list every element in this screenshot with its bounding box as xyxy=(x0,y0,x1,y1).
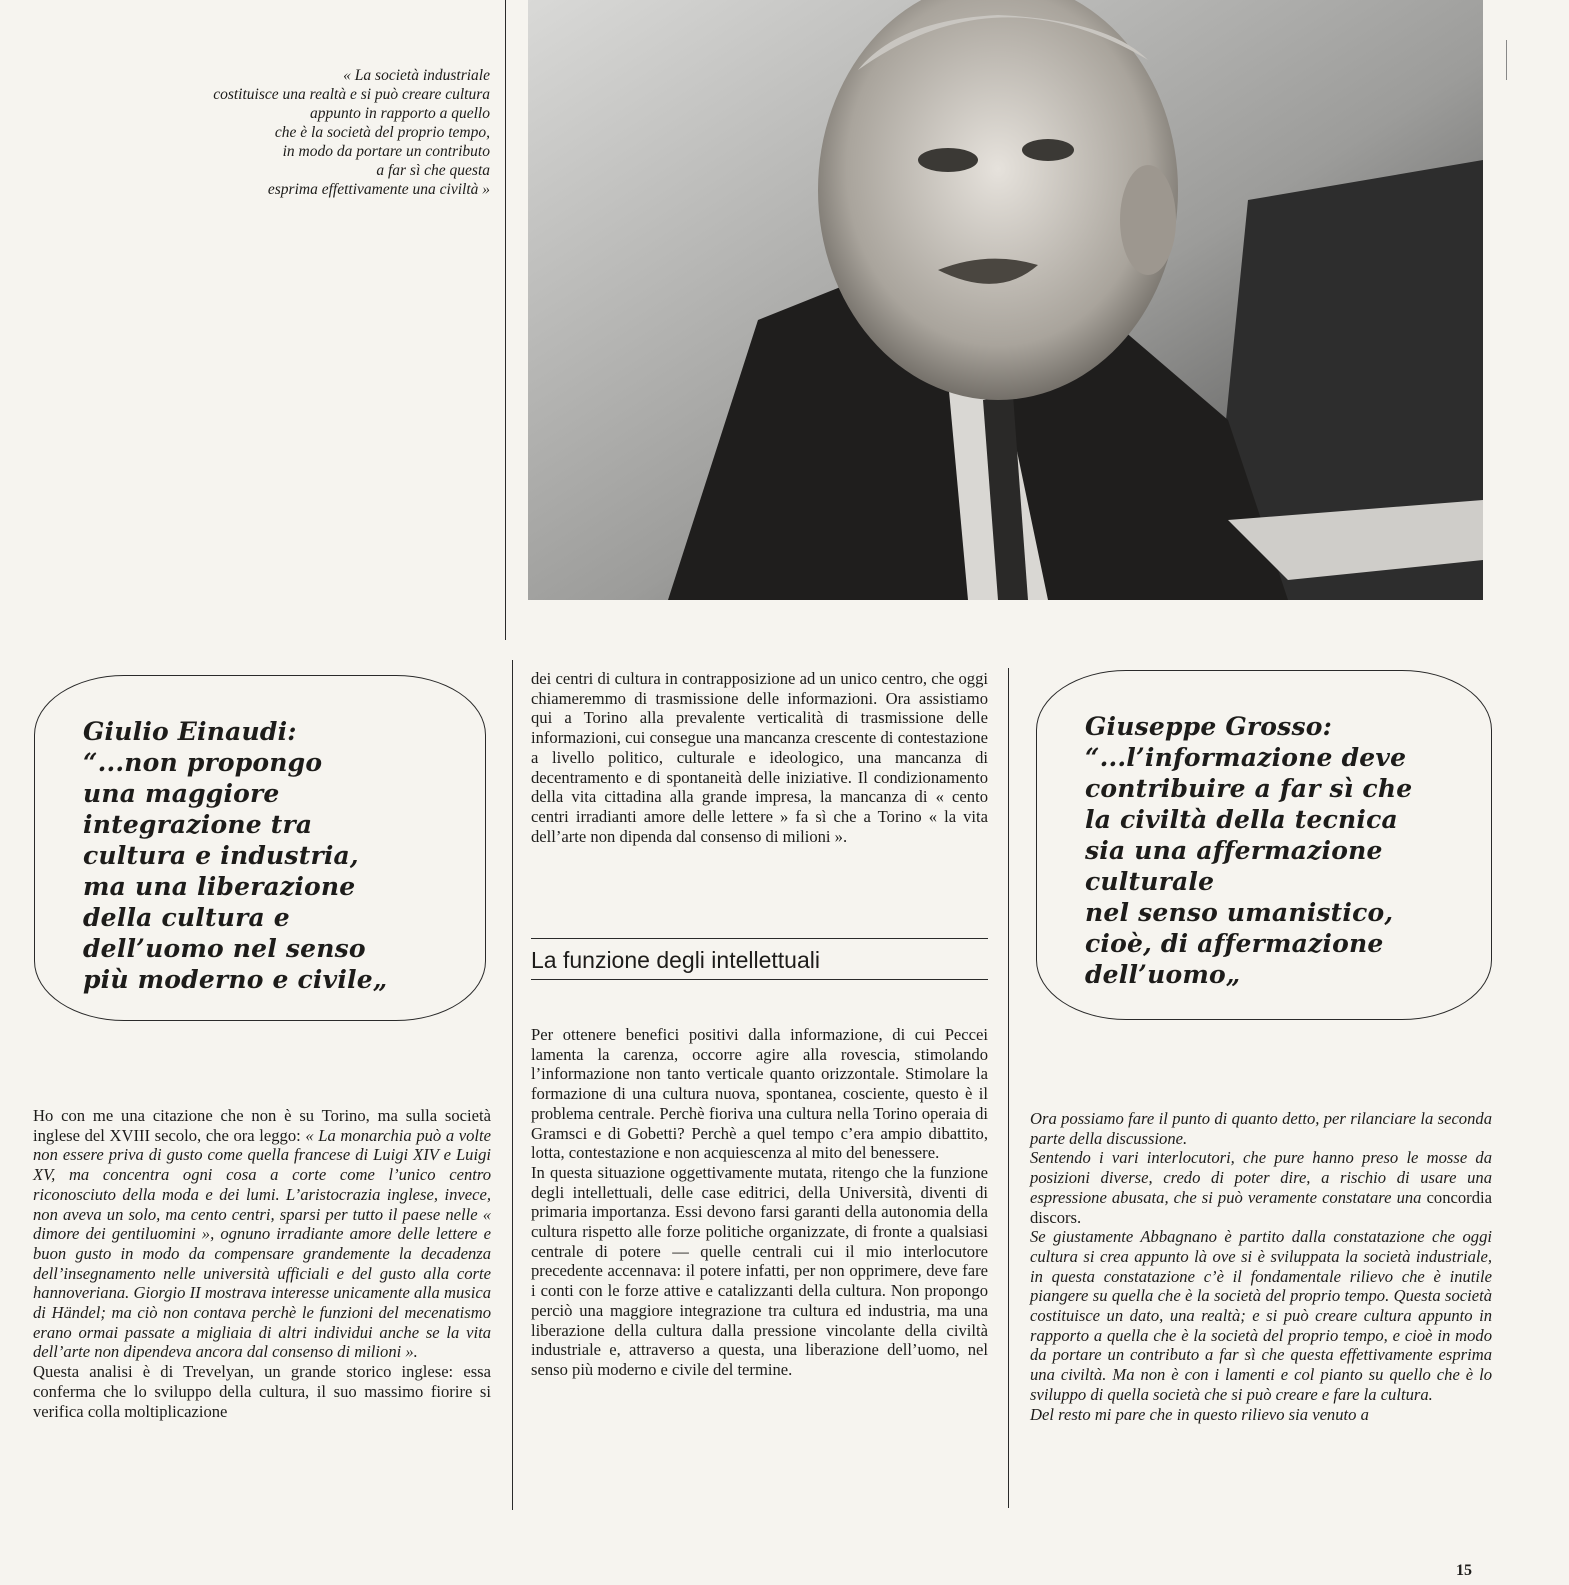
body-text: Ho con me una citazione che non è su Torino, ma sulla società inglese del XVIII secolo, che ora leggo: xyxy=(33,1106,491,1145)
latin-phrase: concordia discors. xyxy=(1030,1187,1492,1227)
pull-quote-line: cultura e industria, xyxy=(83,841,359,870)
body-paragraph: dei centri di cultura in contrapposizione ad un unico centro, che oggi chiameremmo di trasmissione delle informazioni. Ora assistiamo qui a Torino alla prevalente verticalità di trasmissione delle informazioni, cui consegue una mancanza crescente di contestazione a livello politico, culturale e ideologico, una mancanza di decentramento e di spontaneità delle iniziative. Il condizionamento della vita cittadina alla grande impresa, la mancanza di « cento centri irradianti amore delle lettere » fa sì che a Torino « la vita dell’arte non dipenda dal consenso di milioni ». xyxy=(531,669,988,846)
pull-quote-line: più moderno e civile„ xyxy=(83,965,388,994)
quoted-text: « La monarchia può a volte non essere priva di gusto come quella francese di Luigi XIV e Luigi XV, ma concentra ogni cosa a corte come l’unico centro riconosciuto della moda e dei lumi. L’aristocrazia inglese, invece, non aveva un solo, ma cento centri, sparsi per tutto il paese nelle « dimore dei gentiluomini », ognuno irradiante amore delle lettere e buon gusto in modo da compensare grandemente la decadenza dell’insegnamento nelle università ufficiali e del gusto alla corte hannoveriana. Giorgio II mostrava interesse unicamente alla musica di Händel; ma ciò non contava perchè le funzioni del mecenatismo erano ormai passate a migliaia di altri individui anche se la vita dell’arte non dipendeva ancora dal consenso di milioni ». xyxy=(33,1125,491,1362)
column-rule-top xyxy=(505,0,506,640)
intro-quote-line: costituisce una realtà e si può creare cultura xyxy=(213,86,490,103)
pull-quote-line: dell’uomo nel senso xyxy=(83,934,366,963)
body-paragraph xyxy=(33,1106,491,1362)
portrait-illustration xyxy=(528,0,1483,600)
pull-quote-line: “...non propongo xyxy=(83,748,323,777)
body-paragraph: Questa analisi è di Trevelyan, un grande storico inglese: essa conferma che lo sviluppo della cultura, il suo massimo fiorire si verifica colla moltiplicazione xyxy=(33,1362,491,1421)
column-rule-right xyxy=(1008,668,1009,1508)
body-paragraph: Per ottenere benefici positivi dalla informazione, di cui Peccei lamenta la carenza, occorre agire alla rovescia, stimolando l’informazione non tanto verticale quanto orizzontale. Stimolare la formazione di una cultura nuova, spontanea, cosciente, questo è il problema centrale. Perchè fioriva una cultura nella Torino operaia di Gramsci e di Gobetti? Perchè a quel tempo c’era ampio dibattito, lotta, contestazione e non acquiescenza al mito del benessere. xyxy=(531,1025,988,1163)
column-rule-left xyxy=(512,660,513,1510)
pull-quote-line: cioè, di affermazione xyxy=(1085,929,1384,958)
pull-quote-line: dell’uomo„ xyxy=(1085,960,1241,989)
body-paragraph: Se giustamente Abbagnano è partito dalla constatazione che oggi cultura si crea appunto là ove si è sviluppata la società industriale, in questa constatazione c’è il fondamentale rilievo che è inutile piangere su quella che è la società del proprio tempo. Questa società costituisce un dato, una realtà; e si può creare cultura appunto in rapporto a quella che è la società del proprio tempo, e cioè in modo da portare un contributo a far sì che questa effettivamente esprima una civiltà. Ma non è con i lamenti e col pianto su quello che è lo sviluppo di quella società che si può creare e fare la cultura. xyxy=(1030,1227,1492,1404)
edge-mark xyxy=(1506,40,1507,80)
body-column-middle xyxy=(531,1025,988,1380)
body-paragraph: Ora possiamo fare il punto di quanto detto, per rilanciare la seconda parte della discussione. xyxy=(1030,1109,1492,1148)
intro-quote-line: a far sì che questa xyxy=(376,162,490,179)
portrait-photo xyxy=(528,0,1483,600)
pull-quote-line: della cultura e xyxy=(83,903,290,932)
pull-quote-speaker: Giuseppe Grosso: xyxy=(1085,712,1333,741)
body-column-middle-top xyxy=(531,669,988,846)
pull-quote-einaudi xyxy=(34,675,486,1021)
pull-quote-line: integrazione tra xyxy=(83,810,313,839)
body-paragraph xyxy=(1030,1148,1492,1227)
pull-quote-line: una maggiore xyxy=(83,779,280,808)
pull-quote-line: contribuire a far sì che xyxy=(1085,774,1413,803)
pull-quote-line: la civiltà della tecnica xyxy=(1085,805,1398,834)
intro-quote-line: esprima effettivamente una civiltà » xyxy=(267,181,490,198)
pull-quote-line: “...l’informazione deve xyxy=(1085,743,1407,772)
pull-quote-grosso xyxy=(1036,670,1492,1020)
body-column-right xyxy=(1030,1109,1492,1424)
intro-quote-line: in modo da portare un contributo xyxy=(282,143,490,160)
pull-quote-line: culturale xyxy=(1085,867,1215,896)
intro-quote-line: appunto in rapporto a quello xyxy=(310,105,490,122)
body-text: Sentendo i vari interlocutori, che pure hanno preso le mosse da posizioni diverse, credo di poter dire, a rischio di usare una espressione abusata, che si può veramente constatare una xyxy=(1030,1148,1492,1207)
pull-quote-speaker: Giulio Einaudi: xyxy=(83,717,297,746)
page-number: 15 xyxy=(1456,1562,1472,1579)
pull-quote-line: sia una affermazione xyxy=(1085,836,1383,865)
body-paragraph: Del resto mi pare che in questo rilievo sia venuto a xyxy=(1030,1404,1369,1424)
body-column-left xyxy=(33,1106,491,1421)
intro-quote xyxy=(110,66,490,199)
intro-quote-line: « La società industriale xyxy=(343,67,490,84)
pull-quote-line: ma una liberazione xyxy=(83,872,356,901)
pull-quote-line: nel senso umanistico, xyxy=(1085,898,1394,927)
section-heading: La funzione degli intellettuali xyxy=(531,938,988,980)
intro-quote-line: che è la società del proprio tempo, xyxy=(274,124,490,141)
body-paragraph: In questa situazione oggettivamente mutata, ritengo che la funzione degli intellettuali, delle case editrici, della Università, diventi di primaria importanza. Essi devono farsi garanti della autonomia della cultura rispetto alle forze politiche organizzate, di fronte a qualsiasi centrale di potere — quelle centrali cui il mio interlocutore precedente accennava: il potere infatti, per non opprimere, deve fare i conti con le forze attive e catalizzanti della cultura. Non propongo perciò una maggiore integrazione tra cultura ed industria, ma una liberazione della cultura dalla pressione vincolante della civiltà industriale e, attraverso a questa, una liberazione dell’uomo, nel senso più moderno e civile del termine. xyxy=(531,1162,988,1379)
